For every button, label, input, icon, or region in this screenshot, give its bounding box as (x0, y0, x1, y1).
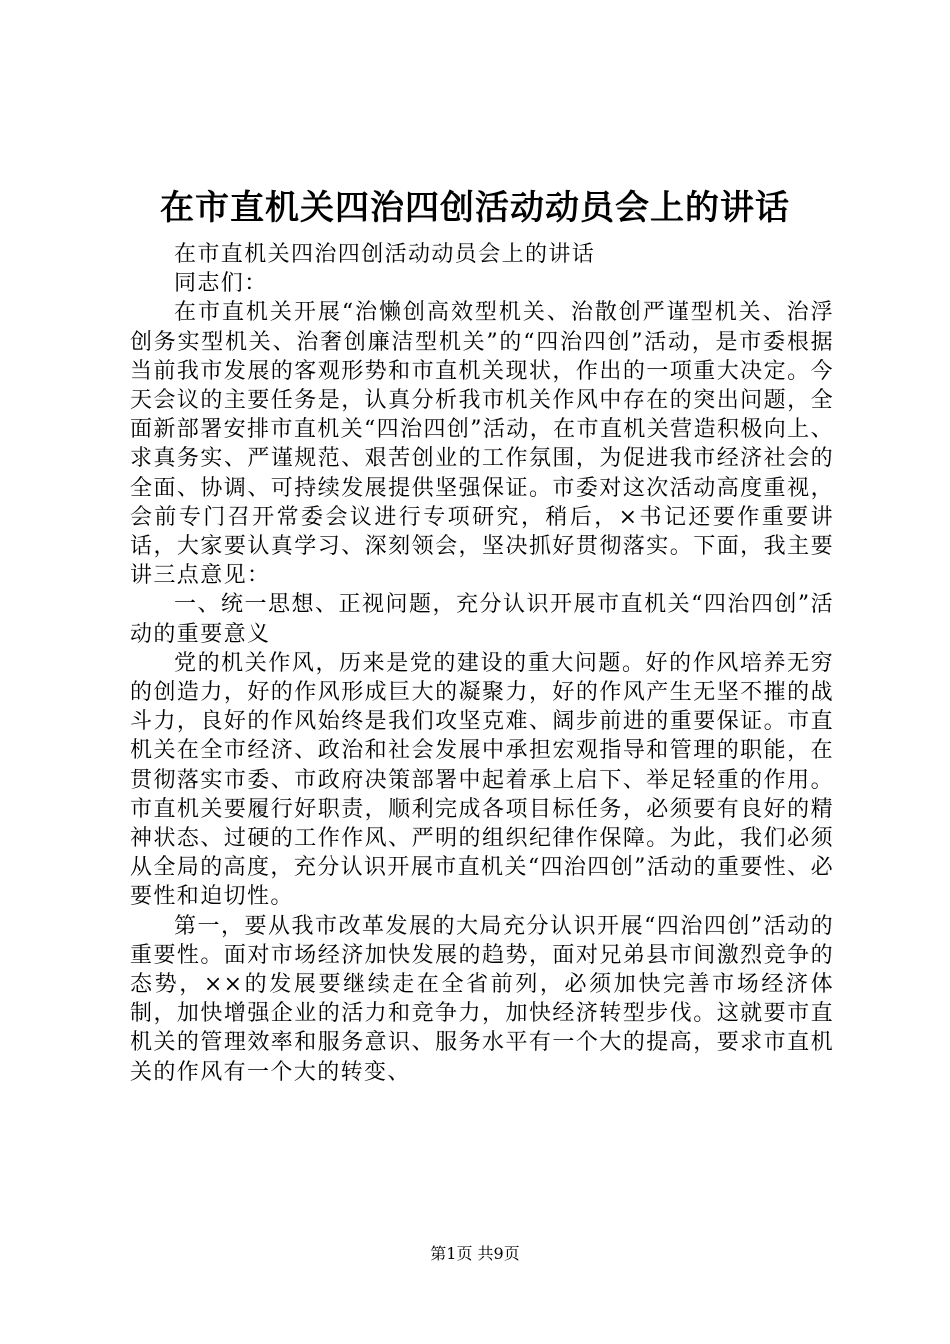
paragraph: 党的机关作风，历来是党的建设的重大问题。好的作风培养无穷的创造力，好的作风形成巨大的凝聚力，好的作风产生无坚不摧的战斗力，良好的作风始终是我们攻坚克难、阔步前进的重要保证。市直机关在全市经济、政治和社会发展中承担宏观指导和管理的职能，在贯彻落实市委、市政府决策部署中起着承上启下、举足轻重的作用。市直机关要履行好职责，顺利完成各项目标任务，必须要有良好的精神状态、过硬的工作作风、严明的组织纪律作保障。为此，我们必须从全局的高度，充分认识开展市直机关“四治四创”活动的重要性、必要性和迫切性。 (130, 650, 834, 910)
document-body (130, 240, 834, 1087)
document-title: 在市直机关四治四创活动动员会上的讲话 (160, 188, 790, 228)
page-number-footer: 第1页 共9页 (430, 1244, 520, 1263)
section-heading: 一、统一思想、正视问题，充分认识开展市直机关“四治四创”活动的重要意义 (130, 592, 834, 647)
paragraph: 在市直机关开展“治懒创高效型机关、治散创严谨型机关、治浮创务实型机关、治奢创廉洁型机关”的“四治四创”活动，是市委根据当前我市发展的客观形势和市直机关现状，作出的一项重大决定。今天会议的主要任务是，认真分析我市机关作风中存在的突出问题，全面新部署安排市直机关“四治四创”活动，在市直机关营造积极向上、求真务实、严谨规范、艰苦创业的工作氛围，为促进我市经济社会的全面、协调、可持续发展提供坚强保证。市委对这次活动高度重视，会前专门召开常委会议进行专项研究，稍后，×书记还要作重要讲话，大家要认真学习、深刻领会，坚决抓好贯彻落实。下面，我主要讲三点意见： (130, 300, 834, 589)
paragraph: 第一，要从我市改革发展的大局充分认识开展“四治四创”活动的重要性。面对市场经济加快发展的趋势，面对兄弟县市间激烈竞争的态势，××的发展要继续走在全省前列，必须加快完善市场经济体制，加快增强企业的活力和竞争力，加快经济转型步伐。这就要市直机关的管理效率和服务意识、服务水平有一个大的提高，要求市直机关的作风有一个大的转变、 (130, 913, 834, 1085)
paragraph-subtitle: 在市直机关四治四创活动动员会上的讲话 (174, 242, 596, 267)
paragraph-salutation: 同志们： (174, 271, 268, 297)
